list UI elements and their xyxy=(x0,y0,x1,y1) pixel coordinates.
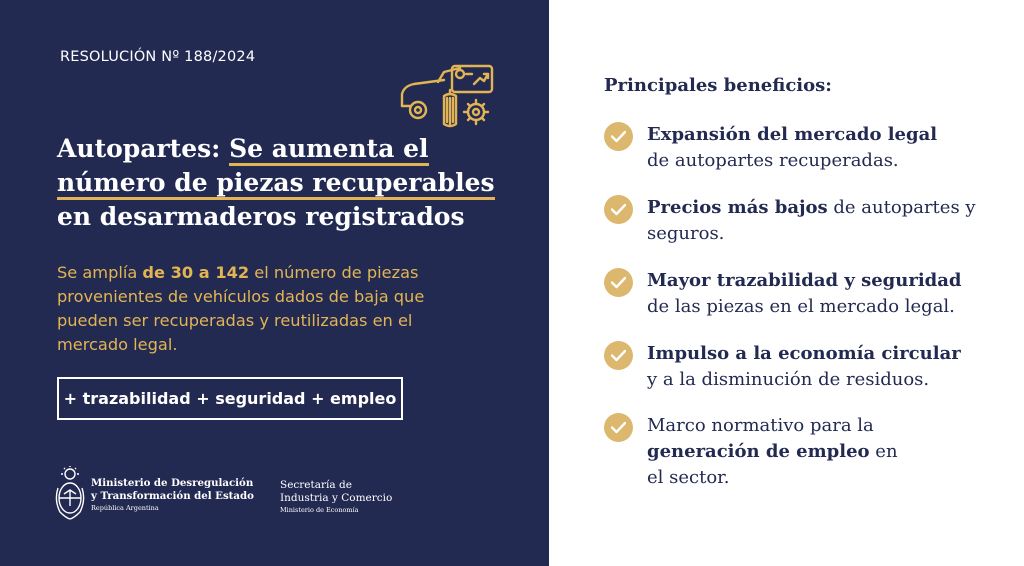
benefit-bold: Impulso a la economía circular xyxy=(647,343,961,364)
description-post: el número de piezas provenientes de vehículos dados de baja que pueden ser recuperadas y reutilizadas en el mercado legal. xyxy=(57,263,425,354)
check-icon xyxy=(604,195,633,224)
headline-highlight-2: número de piezas recuperables xyxy=(57,168,495,200)
check-icon xyxy=(604,268,633,297)
car-parts-icon xyxy=(398,62,496,134)
benefit-rest: de autopartes recuperadas. xyxy=(647,150,899,171)
ministry-line-2: y Transformación del Estado xyxy=(91,490,254,502)
benefit-text xyxy=(647,341,1007,393)
headline-rest: en desarmaderos registrados xyxy=(57,202,465,231)
benefit-text xyxy=(647,122,1007,174)
benefit-bold: Mayor trazabilidad y seguridad xyxy=(647,270,962,291)
benefit-rest: de autopartes y seguros. xyxy=(647,197,976,244)
benefit-bold: Expansión del mercado legal xyxy=(647,124,938,145)
benefit-text xyxy=(647,268,1007,320)
benefit-text xyxy=(647,195,977,247)
check-icon xyxy=(604,341,633,370)
description-pre: Se amplía xyxy=(57,263,143,282)
coat-of-arms-icon xyxy=(52,466,88,522)
benefit-bold: generación de empleo xyxy=(647,441,870,462)
ministry-logo-text xyxy=(91,477,254,513)
tagline-box: + trazabilidad + seguridad + empleo xyxy=(57,377,403,420)
secretaria-line-3: Ministerio de Economía xyxy=(280,506,359,514)
check-icon xyxy=(604,413,633,442)
description-bold: de 30 a 142 xyxy=(142,263,250,282)
benefit-bold: Precios más bajos xyxy=(647,197,828,218)
benefit-text xyxy=(647,413,907,491)
secretaria-line-2: Industria y Comercio xyxy=(280,492,393,504)
headline xyxy=(57,132,517,234)
ministry-line-1: Ministerio de Desregulación xyxy=(91,477,254,489)
secretaria-logo-text xyxy=(280,479,392,515)
ministry-line-3: República Argentina xyxy=(91,504,159,512)
benefit-rest: de las piezas en el mercado legal. xyxy=(647,296,955,317)
description xyxy=(57,261,457,357)
headline-highlight-1: Se aumenta el xyxy=(229,134,428,166)
benefits-title: Principales beneficios: xyxy=(604,75,832,96)
check-icon xyxy=(604,122,633,151)
benefit-rest: en el sector. xyxy=(647,441,898,488)
secretaria-line-1: Secretaría de xyxy=(280,479,352,491)
resolution-number: RESOLUCIÓN Nº 188/2024 xyxy=(60,49,256,65)
benefit-pre: Marco normativo para la xyxy=(647,415,874,436)
benefit-rest: y a la disminución de residuos. xyxy=(647,369,930,390)
headline-prefix: Autopartes: xyxy=(57,134,230,163)
